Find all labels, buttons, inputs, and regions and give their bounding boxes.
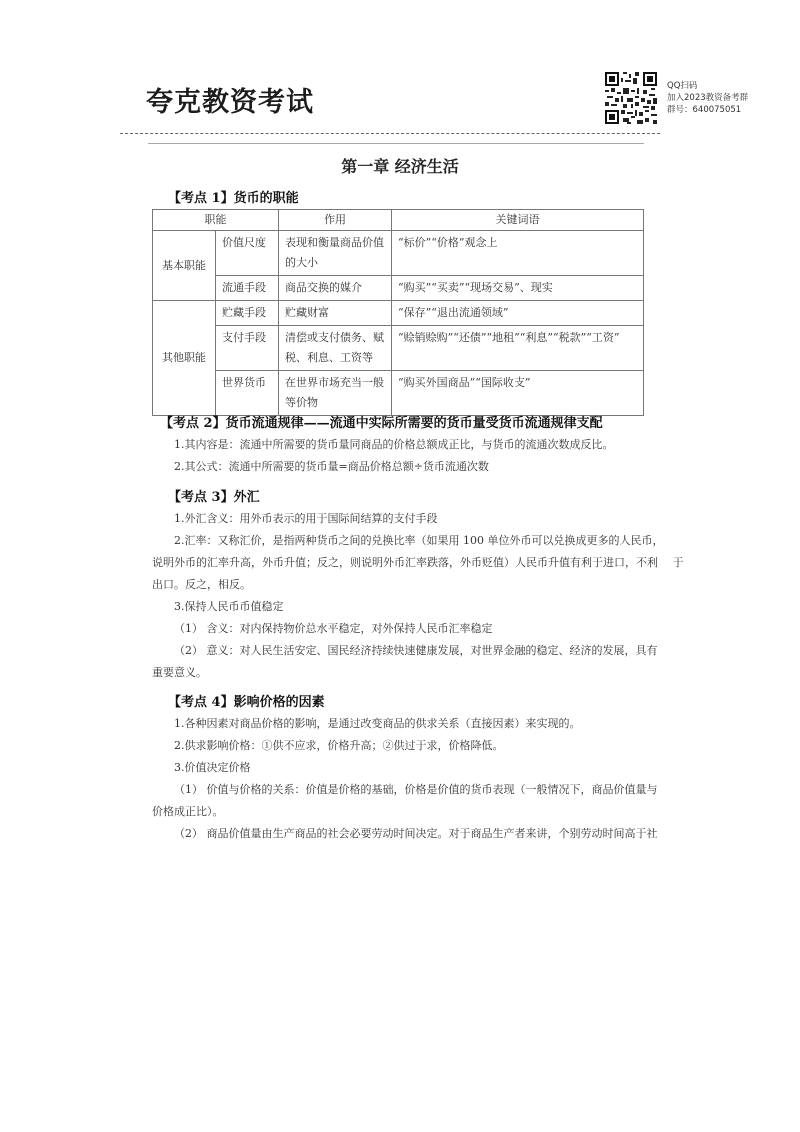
role-cell: 清偿或支付债务、赋税、利息、工资等 [279, 326, 392, 371]
function-cell: 世界货币 [216, 371, 279, 416]
table-header-cell: 作用 [279, 210, 392, 231]
chapter-title: 第一章 经济生活 [341, 157, 459, 176]
function-cell: 贮藏手段 [216, 301, 279, 326]
qr-caption-line: 加入2023教资备考群 [667, 93, 749, 103]
table-row [153, 371, 644, 416]
keywords-cell: “购买外国商品”“国际收支” [392, 371, 644, 416]
paragraph-line: 2.汇率：又称汇价，是指两种货币之间的兑换比率（如果用 100 单位外币可以兑换成更多的人民币， [174, 534, 664, 547]
paragraph-line: 1.各种因素对商品价格的影响，是通过改变商品的供求关系（直接因素）来实现的。 [174, 717, 581, 730]
paragraph-line: 3.保持人民币币值稳定 [174, 600, 284, 613]
qr-caption [667, 80, 748, 116]
paragraph-line: （1） 价值与价格的关系：价值是价格的基础，价格是价值的货币表现（一般情况下，商品价值量与 [174, 783, 658, 796]
header-solid-divider [148, 143, 644, 144]
brand-logo-text: 夸克教资考试 [146, 87, 314, 118]
paragraph-line: （2） 商品价值量由生产商品的社会必要劳动时间决定。对于商品生产者来讲，个别劳动时间高于社 [174, 827, 658, 840]
table-row [153, 326, 644, 371]
header-dashed-divider [120, 133, 660, 134]
keywords-cell: “赊销赊购”“还债”“地租”“利息”“税款”“工资” [392, 326, 644, 371]
role-cell: 表现和衡量商品价值的大小 [279, 231, 392, 276]
function-cell: 流通手段 [216, 276, 279, 301]
role-cell: 在世界市场充当一般等价物 [279, 371, 392, 416]
role-cell: 商品交换的媒介 [279, 276, 392, 301]
paragraph-line: 2.其公式：流通中所需要的货币量=商品价格总额÷货币流通次数 [174, 460, 489, 473]
table-row [153, 301, 644, 326]
paragraph-line: 重要意义。 [152, 666, 207, 679]
table-header-cell: 关键词语 [392, 210, 644, 231]
role-cell: 贮藏财富 [279, 301, 392, 326]
kp3-title: 【考点 3】外汇 [168, 490, 260, 505]
qr-caption-line: QQ扫码 [667, 81, 698, 91]
keywords-cell: “购买”“买卖”“现场交易”、现实 [392, 276, 644, 301]
qr-caption-line: 群号：640075051 [667, 105, 742, 115]
group-cell: 基本职能 [153, 231, 216, 301]
kp4-title: 【考点 4】影响价格的因素 [168, 695, 325, 710]
group-cell: 其他职能 [153, 301, 216, 416]
keywords-cell: “标价”“价格”观念上 [392, 231, 644, 276]
paragraph-line: 1.外汇含义：用外币表示的用于国际间结算的支付手段 [174, 512, 438, 525]
function-cell: 价值尺度 [216, 231, 279, 276]
paragraph-line: 2.供求影响价格：①供不应求，价格升高；②供过于求，价格降低。 [174, 739, 504, 752]
keywords-cell: “保存”“退出流通领域” [392, 301, 644, 326]
table-row [153, 231, 644, 276]
paragraph-line: 1.其内容是：流通中所需要的货币量同商品的价格总额成正比，与货币的流通次数成反比。 [174, 438, 614, 451]
table-header-cell: 职能 [153, 210, 279, 231]
table-header-row [153, 210, 644, 231]
paragraph-line: （1） 含义：对内保持物价总水平稳定，对外保持人民币汇率稳定 [174, 622, 493, 635]
paragraph-line: 出口。反之，相反。 [152, 578, 251, 591]
function-cell: 支付手段 [216, 326, 279, 371]
kp2-title: 【考点 2】货币流通规律——流通中实际所需要的货币量受货币流通规律支配 [160, 416, 603, 431]
paragraph-line: 3.价值决定价格 [174, 761, 251, 774]
table-row [153, 276, 644, 301]
paragraph-line: （2） 意义：对人民生活安定、国民经济持续快速健康发展，对世界金融的稳定、经济的发展，具有 [174, 644, 658, 657]
paragraph-line: 价格成正比）。 [152, 805, 224, 818]
kp1-title: 【考点 1】货币的职能 [168, 191, 299, 206]
paragraph-line: 说明外币的汇率升高，外币升值；反之，则说明外币汇率跌落，外币贬值）人民币升值有利于进口，不利 于 [152, 556, 684, 569]
money-functions-table [152, 209, 644, 416]
qr-code-icon [605, 72, 657, 124]
